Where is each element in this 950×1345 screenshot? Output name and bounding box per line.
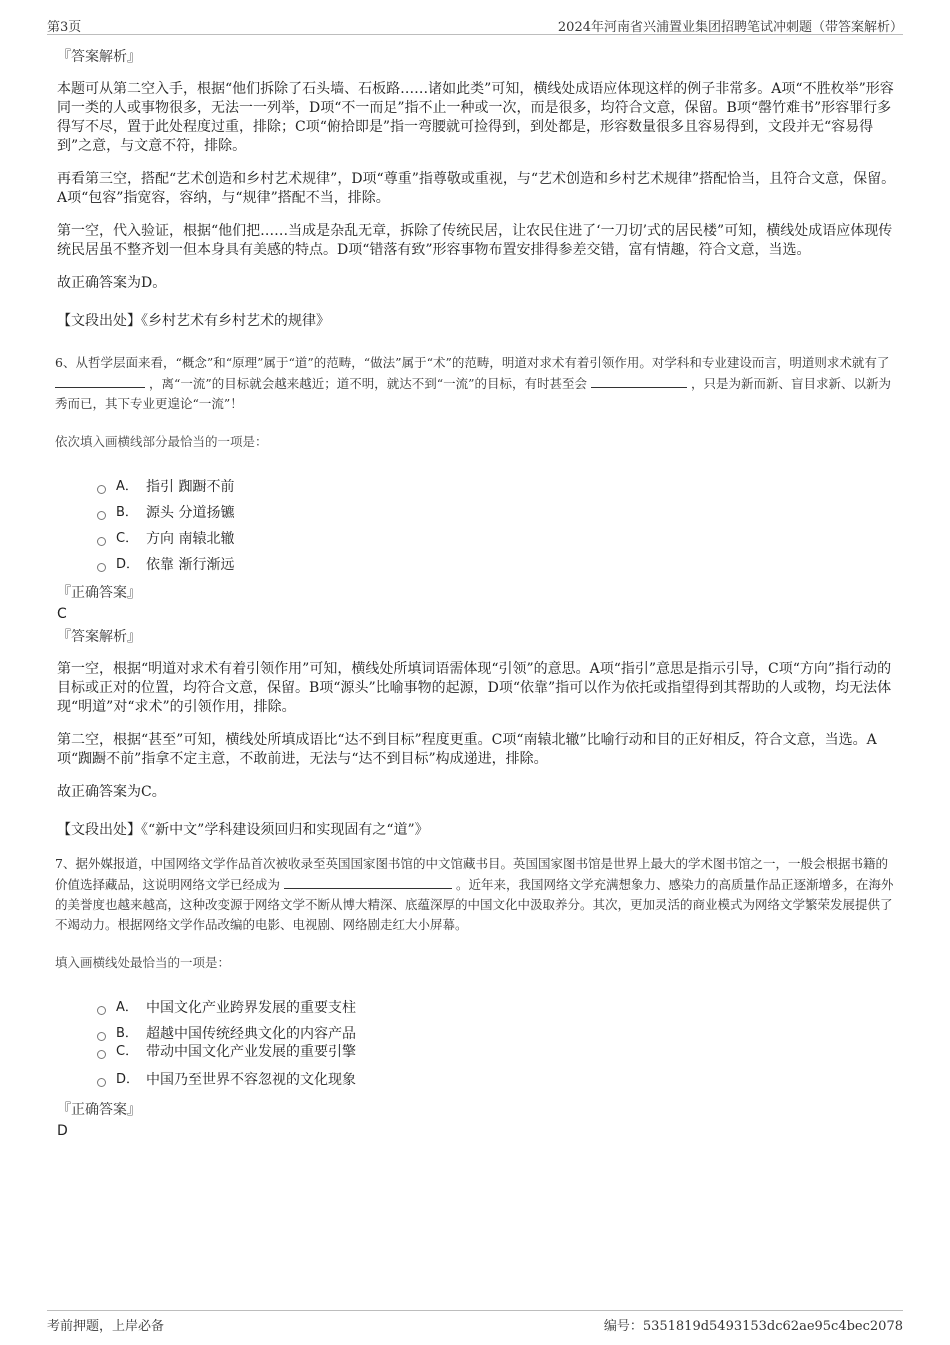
- page-footer: [47, 1310, 903, 1333]
- option-c[interactable]: [97, 1043, 897, 1061]
- answer-blank: [284, 874, 452, 889]
- option-letter: D．: [116, 557, 140, 572]
- question-6-prompt: 依次填入画横线部分最恰当的一项是：: [55, 434, 268, 449]
- analysis-conclusion: 故正确答案为C。: [57, 784, 166, 800]
- answer-blank: [591, 373, 687, 388]
- source-citation: 【文段出处】《“新中文”学科建设须回归和实现固有之“道”》: [57, 822, 429, 838]
- option-text: 指引 踟蹰不前: [146, 479, 235, 495]
- question-text-part: 6、从哲学层面来看，“概念”和“原理”属于“道”的范畴，“做法”属于“术”的范畴，明道对求术有着引领作用。对学科和专业建设而言，明道则求术就有了: [55, 355, 890, 370]
- option-letter: A．: [116, 1000, 138, 1015]
- question-7-text: [55, 854, 897, 935]
- option-b[interactable]: [97, 1025, 897, 1043]
- question-text-part: 。近年来，我国网络文学充满想象力、感染力的高质量作品正逐渐增多，在海外的美誉度也越来越高，这种改变源于网络文学不断从博大精深、底蕴深厚的中国文化中汲取养分。其次，更加灵活的商业模式为网络文学繁荣发展提供了不竭动力。根据网络文学作品改编的电影、电视剧、网络剧走红大小屏幕。: [55, 877, 894, 932]
- document-title: 2024年河南省兴浦置业集团招聘笔试冲刺题（带答案解析）: [557, 20, 903, 35]
- analysis-paragraph: 第二空，根据“甚至”可知，横线处所填成语比“达不到目标”程度更重。C项“南辕北辙”比喻行动和目的正好相反，符合文意，当选。A项“踟蹰不前”指拿不定主意，不敢前进，无法与“达不到目标”构成递进，排除。: [57, 732, 877, 767]
- correct-answer: D: [57, 1123, 68, 1139]
- document-serial: 编号：5351819d5493153dc62ae95c4bec2078: [603, 1319, 903, 1334]
- radio-icon[interactable]: [97, 537, 106, 546]
- analysis-paragraph: 第一空，根据“明道对求术有着引领作用”可知，横线处所填词语需体现“引领”的意思。A项“指引”意思是指示引导，C项“方向”指行动的目标或正对的位置，均符合文意，保留。B项“源头”比喻事物的起源，D项“依靠”指可以作为依托或指望得到其帮助的人或物，均无法体现“明道”对“求术”的引领作用，排除。: [57, 661, 892, 715]
- footer-slogan: 考前押题，上岸必备: [47, 1319, 165, 1334]
- question-7-options: [97, 995, 897, 1093]
- page-content: [57, 40, 897, 1141]
- option-letter: B．: [116, 505, 138, 520]
- option-a[interactable]: [97, 474, 897, 500]
- option-letter: A．: [116, 479, 138, 494]
- radio-icon[interactable]: [97, 511, 106, 520]
- analysis-label: 『答案解析』: [57, 629, 141, 645]
- radio-icon[interactable]: [97, 1078, 106, 1087]
- question-text-part: 7、据外媒报道，中国网络文学作品首次被收录至英国国家图书馆的中文馆藏书目。英国国家图书馆是世界上最大的学术图书馆之一，一般会根据书籍的价值选择藏品，这说明网络文学已经成为: [55, 856, 888, 892]
- question-text-part: ，只是为新而新、盲目求新、以新为秀而已，其下专业更遑论“一流”！: [55, 376, 892, 411]
- correct-answer-label: 『正确答案』: [57, 585, 141, 601]
- option-letter: C．: [116, 1044, 139, 1059]
- page-number: 第3页: [47, 20, 82, 35]
- answer-blank: [55, 373, 145, 388]
- radio-icon[interactable]: [97, 1006, 106, 1015]
- page-header: [47, 14, 903, 35]
- option-letter: B．: [116, 1026, 138, 1041]
- question-7-prompt: 填入画横线处最恰当的一项是：: [55, 955, 231, 970]
- question-6-text: [55, 353, 897, 414]
- option-text: 方向 南辕北辙: [146, 531, 235, 547]
- option-text: 超越中国传统经典文化的内容产品: [146, 1026, 356, 1042]
- correct-answer: C: [57, 606, 67, 622]
- radio-icon[interactable]: [97, 1032, 106, 1041]
- analysis-paragraph: 本题可从第二空入手，根据“他们拆除了石头墙、石板路……诸如此类”可知，横线处成语应体现这样的例子非常多。A项“不胜枚举”形容同一类的人或事物很多，无法一一列举，D项“不一而足”指不止一种或一次，而是很多，均符合文意，保留。B项“罄竹难书”形容罪行多得写不尽，置于此处程度过重，排除；C项“俯拾即是”指一弯腰就可捡得到，到处都是，形容数量很多且容易得到，文段并无“容易得到”之意，与文意不符，排除。: [57, 81, 894, 154]
- analysis-paragraph: 再看第三空，搭配“艺术创造和乡村艺术规律”，D项“尊重”指尊敬或重视，与“艺术创造和乡村艺术规律”搭配恰当，且符合文意，保留。A项“包容”指宽容，容纳，与“规律”搭配不当，排除。: [57, 171, 896, 206]
- radio-icon[interactable]: [97, 485, 106, 494]
- option-text: 依靠 渐行渐远: [146, 557, 235, 573]
- radio-icon[interactable]: [97, 563, 106, 572]
- question-text-part: ，离“一流”的目标就会越来越近；道不明，就达不到“一流”的目标，有时甚至会: [148, 376, 588, 391]
- option-text: 源头 分道扬镳: [146, 505, 235, 521]
- option-d[interactable]: [97, 1067, 897, 1093]
- source-citation: 【文段出处】《乡村艺术有乡村艺术的规律》: [57, 313, 330, 329]
- option-a[interactable]: [97, 995, 897, 1021]
- option-text: 中国文化产业跨界发展的重要支柱: [146, 1000, 356, 1016]
- option-c[interactable]: [97, 526, 897, 552]
- option-b[interactable]: [97, 500, 897, 526]
- analysis-paragraph: 第一空，代入验证，根据“他们把……当成是杂乱无章，拆除了传统民居，让农民住进了‘一刀切’式的居民楼”可知，横线处成语应体现传统民居虽不整齐划一但本身具有美感的特点。D项“错落有致”形容事物布置安排得参差交错，富有情趣，符合文意，当选。: [57, 223, 893, 258]
- option-letter: D．: [116, 1072, 140, 1087]
- analysis-label: 『答案解析』: [57, 49, 141, 65]
- option-text: 中国乃至世界不容忽视的文化现象: [146, 1072, 356, 1088]
- option-d[interactable]: [97, 552, 897, 578]
- analysis-conclusion: 故正确答案为D。: [57, 275, 167, 291]
- option-text: 带动中国文化产业发展的重要引擎: [146, 1044, 356, 1060]
- radio-icon[interactable]: [97, 1050, 106, 1059]
- question-6-options: [97, 474, 897, 578]
- correct-answer-label: 『正确答案』: [57, 1102, 141, 1118]
- option-letter: C．: [116, 531, 139, 546]
